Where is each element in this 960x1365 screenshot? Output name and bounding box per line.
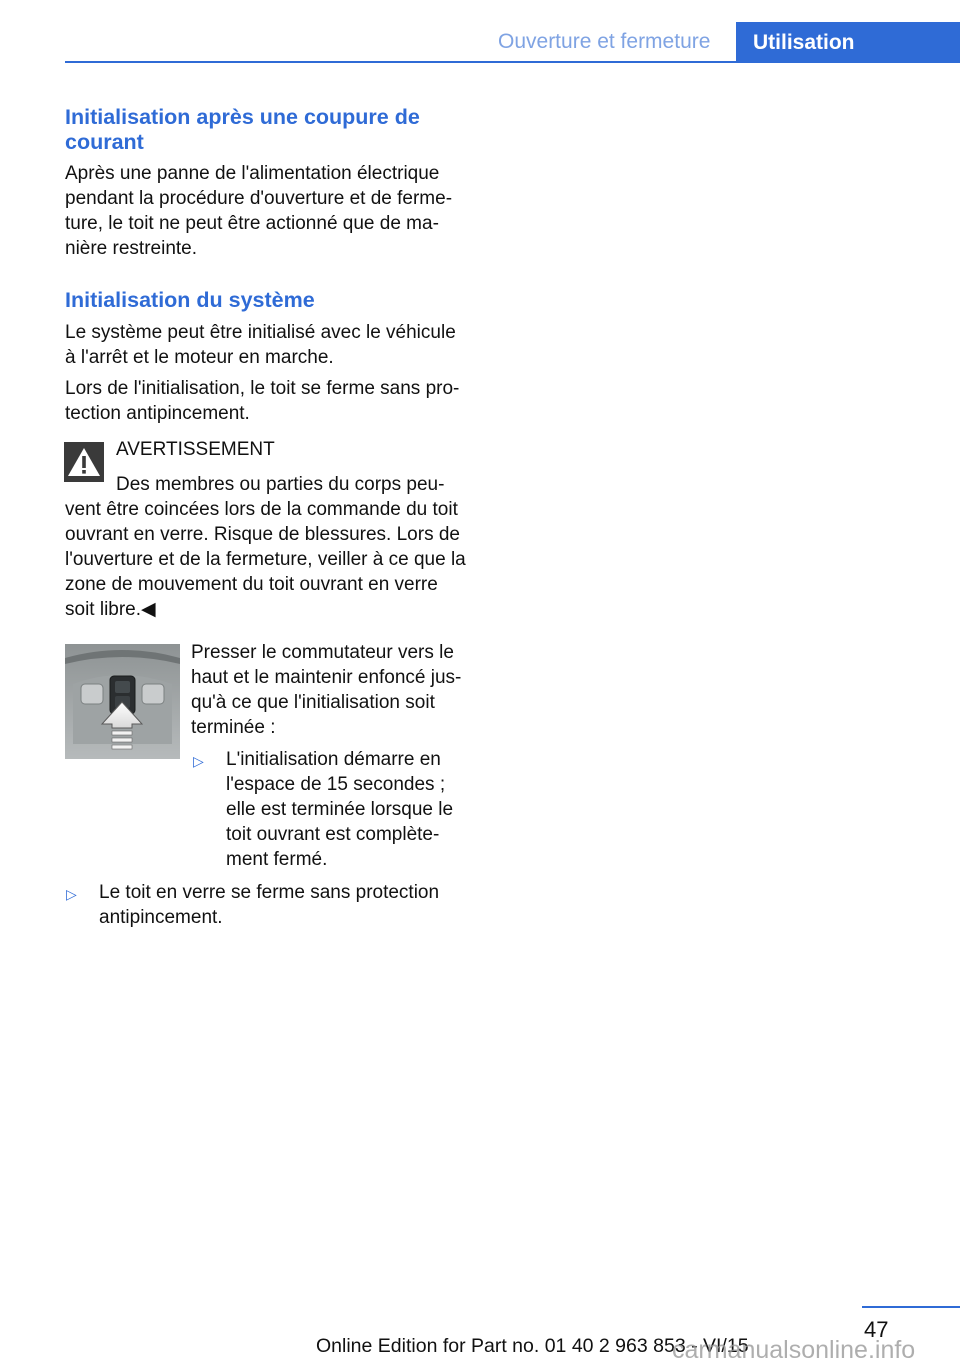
instruction-text — [191, 640, 461, 740]
text-line: Après une panne de l'alimentation électrique — [65, 163, 440, 184]
page-number: 47 — [864, 1317, 889, 1342]
title-line: Initialisation du système — [65, 288, 315, 312]
footer-rule — [862, 1306, 960, 1308]
text-line: ouvrant en verre. Risque de blessures. Lors de — [65, 524, 460, 545]
text-line: Des membres ou parties du corps peu‐ — [116, 474, 445, 495]
text-line: soit libre.◀ — [65, 599, 156, 620]
text-line: zone de mouvement du toit ouvrant en verre — [65, 574, 438, 595]
warning-label-text: AVERTISSEMENT — [116, 439, 275, 460]
text-line: haut et le maintenir enfoncé jus‐ — [191, 667, 462, 688]
text-line: ment fermé. — [226, 849, 328, 870]
warning-label — [116, 437, 275, 462]
text-line: Le système peut être initialisé avec le véhicule — [65, 322, 456, 343]
text-line: l'ouverture et de la fermeture, veiller à ce que la — [65, 549, 466, 570]
warning-text — [65, 472, 466, 622]
paragraph-system-init-2 — [65, 376, 459, 426]
section-title-power-cut — [65, 105, 485, 155]
bullet-item-1 — [226, 747, 453, 872]
paragraph-power-cut — [65, 161, 452, 261]
paragraph-system-init-1 — [65, 320, 456, 370]
triangle-bullet-icon: ▷ — [66, 886, 77, 902]
triangle-bullet-icon: ▷ — [193, 753, 204, 769]
text-line: ture, le toit ne peut être actionné que de ma‐ — [65, 213, 439, 234]
text-line: elle est terminée lorsque le — [226, 799, 454, 820]
text-line: qu'à ce que l'initialisation soit — [191, 692, 435, 713]
text-line: Presser le commutateur vers le — [191, 642, 454, 663]
header-tab-label: Utilisation — [753, 31, 855, 54]
watermark: carmanualsonline.info — [672, 1336, 916, 1364]
text-line: vent être coincées lors de la commande du toit — [65, 499, 458, 520]
text-line: L'initialisation démarre en — [226, 749, 441, 770]
title-line: Initialisation après une coupure de — [65, 105, 420, 129]
title-line: courant — [65, 130, 144, 154]
section-title-system-init — [65, 288, 485, 313]
text-line: pendant la procédure d'ouverture et de ferme‐ — [65, 188, 453, 209]
header-tab[interactable] — [736, 22, 960, 63]
header-section-title: Ouverture et fermeture — [498, 30, 711, 53]
text-line: tection antipincement. — [65, 403, 250, 424]
text-line: à l'arrêt et le moteur en marche. — [65, 347, 334, 368]
text-line: l'espace de 15 secondes ; — [226, 774, 446, 795]
text-line: antipincement. — [99, 907, 223, 928]
roof-switch-photo — [65, 644, 180, 759]
text-line: Lors de l'initialisation, le toit se ferme sans pro‐ — [65, 378, 460, 399]
text-line: terminée : — [191, 717, 276, 738]
footer-edition: Online Edition for Part no. 01 40 2 963 853 - VI/15 — [316, 1335, 749, 1357]
header-rule — [65, 61, 960, 63]
text-line: toit ouvrant est complète‐ — [226, 824, 440, 845]
text-line: nière restreinte. — [65, 238, 198, 259]
bullet-item-2 — [99, 880, 439, 930]
text-line: Le toit en verre se ferme sans protection — [99, 882, 440, 903]
